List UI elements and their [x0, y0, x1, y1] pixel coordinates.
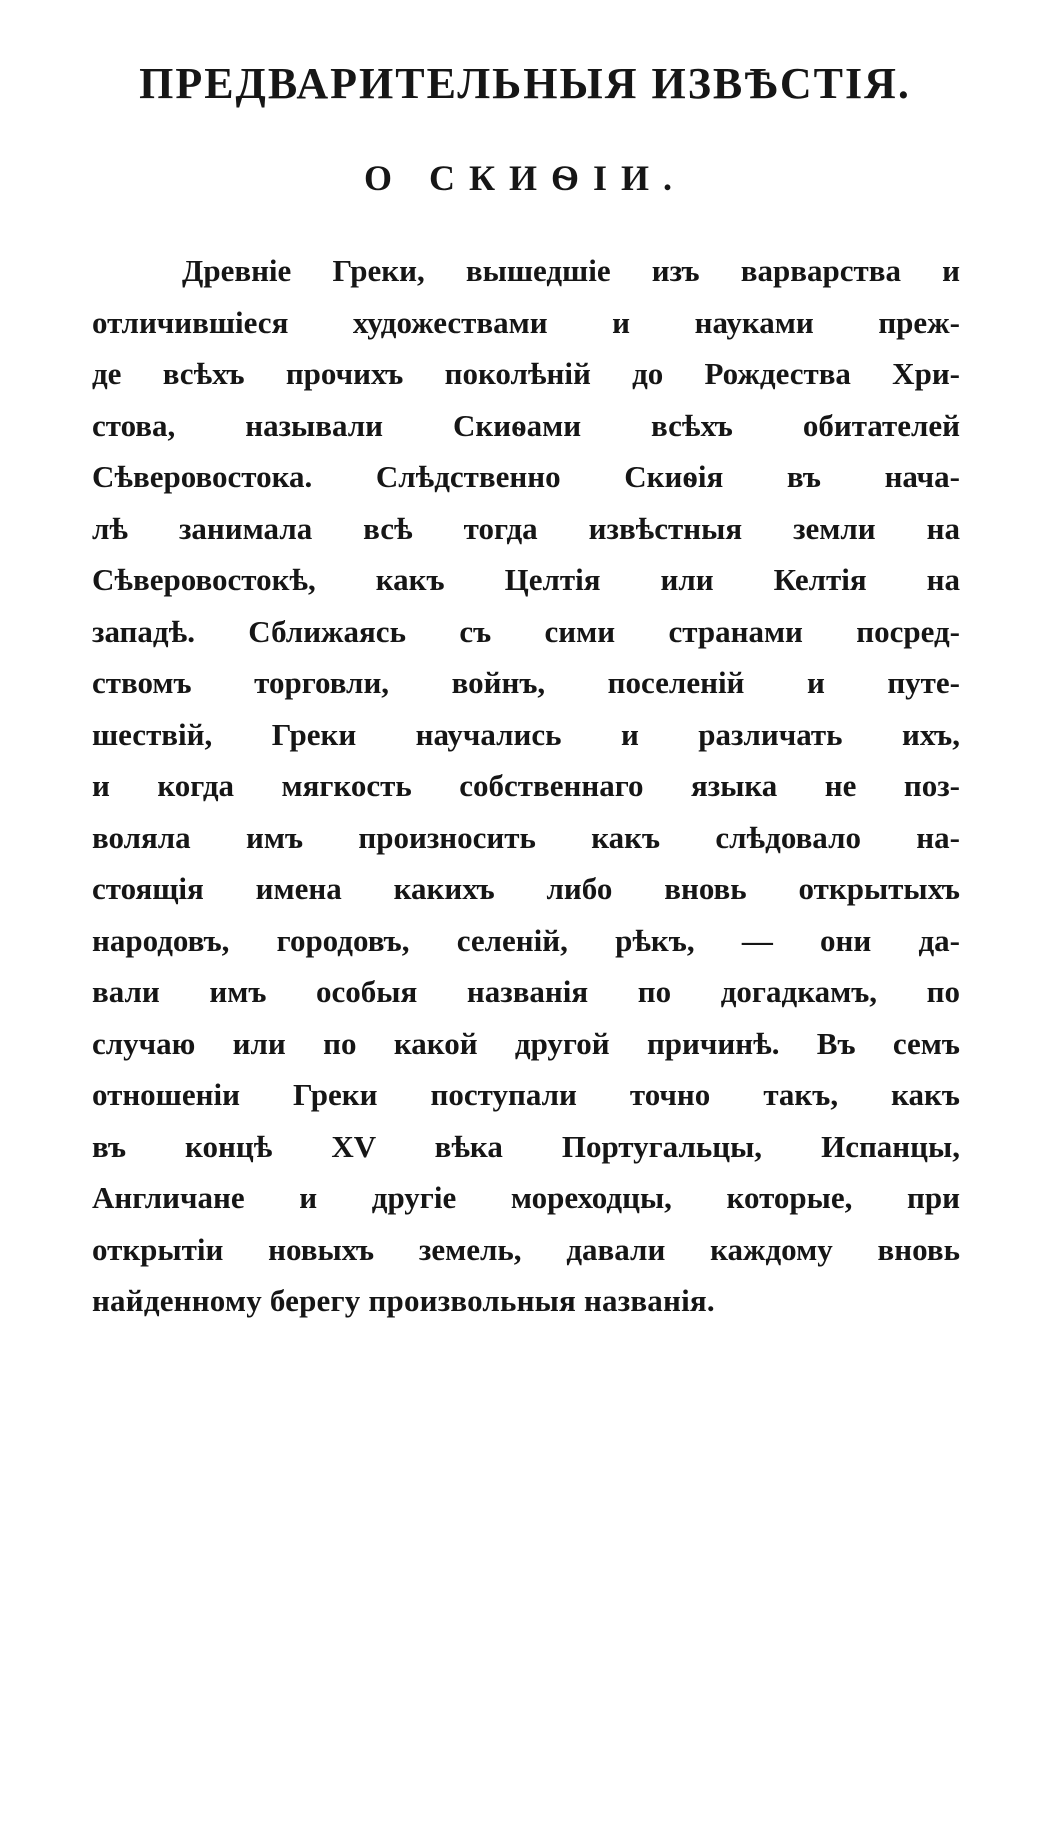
text-line: лѣ занимала всѣ тогда извѣстныя земли на [92, 510, 960, 546]
text-line: найденному берегу произвольныя названія. [92, 1283, 715, 1318]
text-line: вали имъ особыя названія по догадкамъ, по [92, 974, 960, 1009]
body-paragraph [92, 245, 960, 1327]
text-line: народовъ, городовъ, селеній, рѣкъ, — они да- [92, 922, 960, 958]
text-line: шествій, Греки научались и различать ихъ, [92, 716, 960, 752]
text-line: стова, называли Скиѳами всѣхъ обитателей [92, 407, 960, 443]
text-line: де всѣхъ прочихъ поколѣній до Рождества Хри- [92, 356, 960, 391]
text-line: и когда мягкость собственнаго языка не поз- [92, 768, 960, 803]
text-line: отношеніи Греки поступали точно такъ, какъ [92, 1077, 960, 1112]
text-line: отличившіеся художествами и науками преж- [92, 304, 960, 340]
text-line: случаю или по какой другой причинѣ. Въ семъ [92, 1025, 960, 1061]
section-heading: О СКИѲІИ. [363, 158, 687, 198]
text-line: Англичане и другіе мореходцы, которые, при [92, 1180, 960, 1215]
text-line: Древніе Греки, вышедшіе изъ варварства и [182, 253, 960, 288]
page-title: ПРЕДВАРИТЕЛЬНЫЯ ИЗВѢСТІЯ. [139, 59, 911, 108]
text-line: стоящія имена какихъ либо вновь открытыхъ [92, 871, 960, 906]
text-line: Сѣверовостокѣ, какъ Целтія или Келтія на [92, 562, 960, 597]
text-line: Сѣверовостока. Слѣдственно Скиѳія въ нача- [92, 459, 960, 494]
text-line: воляла имъ произносить какъ слѣдовало на- [92, 819, 960, 855]
text-line: западѣ. Сближаясь съ сими странами посред- [92, 613, 960, 649]
text-line: ствомъ торговли, войнъ, поселеній и путе- [92, 665, 960, 700]
text-line: въ концѣ XV вѣка Португальцы, Испанцы, [92, 1128, 960, 1164]
text-line: открытіи новыхъ земель, давали каждому вновь [92, 1231, 960, 1267]
